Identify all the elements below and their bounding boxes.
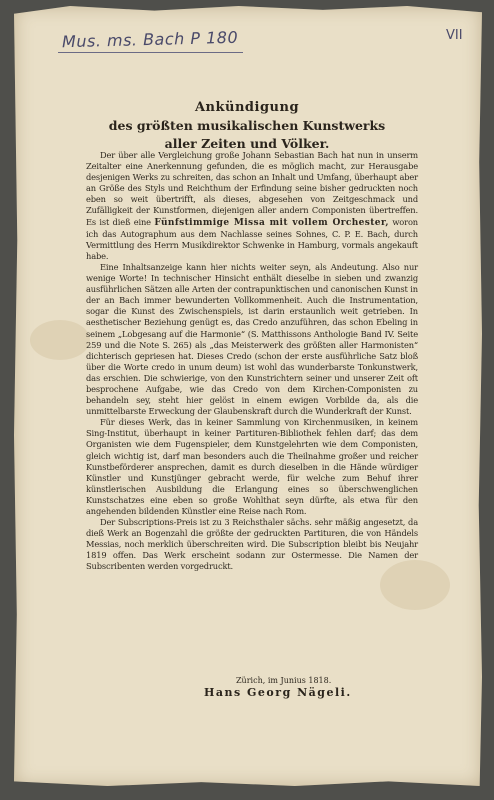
paragraph-3: Für dieses Werk, das in keiner Sammlung von Kirchenmusiken, in keinem Sing-Institut, überhaupt in keiner Partituren-Bibliothek fehlen darf; das dem Organisten wie dem Fugenspieler, dem Kunstgelehrten wie dem Componisten, gleich wichtig ist, darf man besonders auch die Theilnahme großer und reicher Kunstbeförderer ansprechen, damit es durch dieselben in die Hände würdiger Künstler und Kunstjünger gebracht werde, für welche zum Behuf ihrer künstlerischen Ausbildung die Erlangung eines so überschwenglichen Kunstschatzes eine eben so große Wohlthat seyn dürfte, als etwa für den angehenden bildenden Künstler eine Reise nach Rom. [86, 417, 418, 516]
title-line-1: Ankündigung [194, 100, 300, 115]
paragraph-4: Der Subscriptions-Preis ist zu 3 Reichsthaler sächs. sehr mäßig angesetzt, da dieß Werk an Bogenzahl die größte der gedruckten Partituren, die von Händels Messias, noch merklich überschreiten wird. Die Subscription bleibt bis Neujahr 1819 offen. Das Werk erscheint sodann zur Ostermesse. Die Namen der Subscribenten werden vorgedruckt. [86, 517, 418, 572]
paragraph-1-provenance: woron ich das Autographum aus dem Nachlasse seines Sohnes, C. P. E. Bach, durch Vermittlung des Herrn Musikdirektor Schwenke in Hamburg, vormals angekauft habe. [86, 216, 418, 261]
paragraph-1 [86, 150, 418, 262]
shelfmark-underline [58, 52, 243, 53]
title-line-2: des größten musikalischen Kunstwerks [108, 118, 386, 133]
title-line-3: aller Zeiten und Völker. [164, 136, 330, 151]
paper-stain [30, 320, 90, 360]
title-block [40, 100, 454, 151]
signature: Hans Georg Nägeli. [204, 686, 352, 699]
work-title-highlight: Fünfstimmige Missa mit vollem Orchester, [154, 217, 389, 228]
place-date: Zürich, im Junius 1818. [236, 676, 332, 685]
announcement-body [86, 150, 418, 573]
volume-mark: VII [446, 28, 463, 43]
paragraph-2: Eine Inhaltsanzeige kann hier nichts weiter seyn, als Andeutung. Also nur wenige Worte! In technischer Hinsicht enthält dieselbe in sieben und zwanzig ausführlichen Sätzen alle Arten der contrapunktischen und canonischen Kunst in der an Bach immer bewunderten Vollkommenheit. Auch die Instrumentation, sogar die Kunst des Zwischenspiels, ist darin erstaunlich weit getrieben. In aesthetischer Beziehung genügt es, das Credo anzuführen, das schon Ebeling in seinem „Lobgesang auf die Harmonie“ (S. Matthissons Anthologie Band IV. Seite 259 und die Note S. 265) als „das Meisterwerk des größten aller Harmonisten“ dichterisch gepriesen hat. Dieses Credo (schon der erste ausführliche Satz bloß über die Worte credo in unum deum) ist wohl das wunderbarste Tonkunstwerk, das erschien. Die schwierige, von den Kunstrichtern seiner und unserer Zeit oft besprochene Aufgabe, wie das Credo von dem Kirchen-Componisten zu behandeln sey, steht hier gelöst in einem ewigen Vorbilde da, als die unmittelbarste Erweckung der Glaubenskraft durch die Wunderkraft der Kunst. [86, 261, 418, 417]
shelfmark-handwritten: Mus. ms. Bach P 180 [61, 27, 239, 52]
paragraph-1-intro: Der über alle Vergleichung große Johann Sebastian Bach hat nun in unserm Zeitalter eine Anerkennung gefunden, die es möglich macht, zur Herausgabe desjenigen Werks zu schreiten, das schon an Inhalt und Umfang, überhaupt aber an Größe des Styls und Reichthum der Erfindung seine bisher gedruckten noch eben so weit übertrifft, als dieses, abgesehen von Zeitgeschmack und Zufälligkeit der Kunstformen, diejenigen aller andern Componisten übertreffen. Es ist dieß eine [86, 150, 418, 227]
